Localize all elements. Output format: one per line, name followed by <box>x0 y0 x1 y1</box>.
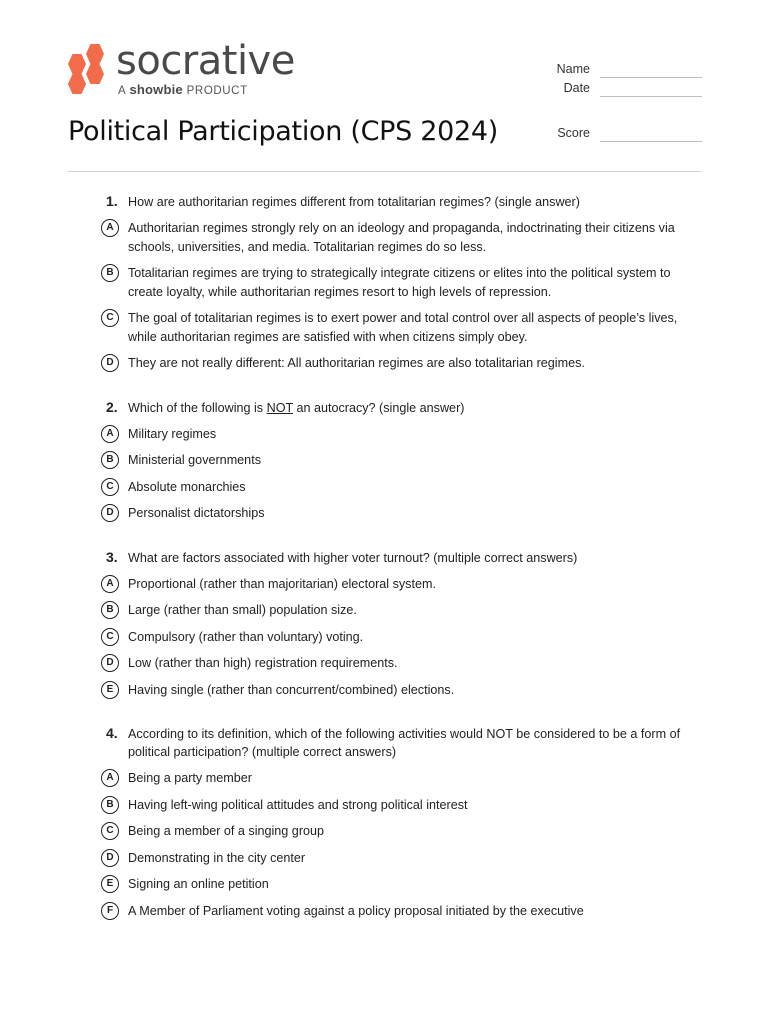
hexagon-logo-icon <box>66 42 110 96</box>
option-letter-badge: F <box>101 902 119 920</box>
option-text: Being a party member <box>128 771 252 785</box>
question-header <box>100 725 700 761</box>
option-letter-badge: A <box>101 219 119 237</box>
answer-option[interactable] <box>100 654 700 673</box>
option-text: Low (rather than high) registration requirements. <box>128 656 398 670</box>
option-text: Absolute monarchies <box>128 479 246 494</box>
socrative-logo <box>66 38 306 102</box>
tagline-product: PRODUCT <box>186 85 248 97</box>
question-text: What are factors associated with higher voter turnout? (multiple correct answers) <box>128 550 578 565</box>
question-header <box>100 193 700 211</box>
option-text: Demonstrating in the city center <box>128 850 306 865</box>
option-letter-badge: E <box>101 875 119 893</box>
question-text <box>128 401 464 415</box>
option-text: Large (rather than small) population size. <box>128 603 357 617</box>
answer-option[interactable] <box>100 769 700 788</box>
date-field[interactable] <box>540 81 702 99</box>
question-text: How are authoritarian regimes different from totalitarian regimes? (single answer) <box>128 195 580 209</box>
option-letter-badge: A <box>101 575 119 593</box>
score-field[interactable] <box>540 126 702 144</box>
answer-option[interactable] <box>100 425 700 444</box>
answer-option[interactable] <box>100 504 700 523</box>
answer-option[interactable] <box>100 849 700 868</box>
option-text: Totalitarian regimes are trying to strategically integrate citizens or elites into the political system to create loyalty, while authoritarian regimes resort to high levels of repression. <box>128 266 671 299</box>
option-text: A Member of Parliament voting against a policy proposal initiated by the executive <box>128 903 584 918</box>
answer-option[interactable] <box>100 902 700 921</box>
option-letter-badge: C <box>101 478 119 496</box>
name-label: Name <box>556 62 590 76</box>
brand-name: socrative <box>116 38 295 84</box>
name-line <box>600 77 702 78</box>
option-text: Being a member of a singing group <box>128 824 325 838</box>
option-text: Having single (rather than concurrent/combined) elections. <box>128 682 455 697</box>
question-text: According to its definition, which of the following activities would NOT be considered to be a form of political participation? (multiple correct answers) <box>128 727 681 759</box>
option-text: They are not really different: All authoritarian regimes are also totalitarian regimes. <box>128 356 585 370</box>
answer-option[interactable] <box>100 822 700 841</box>
question-number: 3. <box>106 548 118 565</box>
option-text: Having left-wing political attitudes and strong political interest <box>128 797 468 812</box>
question-text-part: an autocracy? (single answer) <box>292 400 465 415</box>
question-2 <box>100 399 700 523</box>
option-letter-badge: B <box>101 451 119 469</box>
tagline-showbie: showbie <box>129 82 183 97</box>
answer-option[interactable] <box>100 478 700 497</box>
answer-option[interactable] <box>100 681 700 700</box>
answer-option[interactable] <box>100 575 700 594</box>
question-text-part: Which of the following is <box>128 400 267 415</box>
option-letter-badge: B <box>101 796 119 814</box>
header-divider <box>68 171 701 172</box>
brand-tagline <box>118 82 248 97</box>
answer-option[interactable] <box>100 309 700 346</box>
option-letter-badge: D <box>101 654 119 672</box>
tagline-a: A <box>118 85 126 97</box>
question-number: 2. <box>106 398 118 415</box>
question-number: 1. <box>106 193 118 209</box>
question-number: 4. <box>106 725 118 741</box>
option-text: Personalist dictatorships <box>128 506 265 520</box>
date-line <box>600 96 702 97</box>
question-text-underlined: NOT <box>266 400 293 415</box>
option-text: Authoritarian regimes strongly rely on an ideology and propaganda, indoctrinating their citizens via schools, universities, and media. Totalitarian regimes do so less. <box>128 221 675 254</box>
option-text: Proportional (rather than majoritarian) electoral system. <box>128 576 436 591</box>
question-1 <box>100 193 700 373</box>
option-letter-badge: D <box>101 849 119 867</box>
option-letter-badge: D <box>101 504 119 522</box>
option-letter-badge: D <box>101 354 119 372</box>
option-text: Military regimes <box>128 426 217 441</box>
answer-option[interactable] <box>100 875 700 894</box>
score-label: Score <box>557 126 590 140</box>
question-list <box>100 193 700 946</box>
page-title: Political Participation (CPS 2024) <box>68 116 498 147</box>
option-text: Compulsory (rather than voluntary) voting. <box>128 629 364 644</box>
answer-option[interactable] <box>100 628 700 647</box>
option-text: Ministerial governments <box>128 453 261 467</box>
name-field[interactable] <box>540 62 702 80</box>
option-letter-badge: C <box>101 309 119 327</box>
answer-option[interactable] <box>100 796 700 815</box>
answer-option[interactable] <box>100 264 700 301</box>
option-letter-badge: A <box>101 769 119 787</box>
option-text: Signing an online petition <box>128 877 269 891</box>
question-3 <box>100 549 700 700</box>
question-header <box>100 549 700 567</box>
option-letter-badge: E <box>101 681 119 699</box>
option-letter-badge: B <box>101 601 119 619</box>
date-label: Date <box>563 81 590 95</box>
answer-option[interactable] <box>100 219 700 256</box>
answer-option[interactable] <box>100 354 700 373</box>
answer-option[interactable] <box>100 451 700 470</box>
option-letter-badge: B <box>101 264 119 282</box>
question-4 <box>100 725 700 920</box>
score-line <box>600 141 702 142</box>
option-letter-badge: A <box>101 425 119 443</box>
option-letter-badge: C <box>101 822 119 840</box>
question-header <box>100 399 700 417</box>
option-letter-badge: C <box>101 628 119 646</box>
option-text: The goal of totalitarian regimes is to exert power and total control over all aspects of people’s lives, while authoritarian regimes are satisfied with when citizens simply obey. <box>128 311 678 344</box>
answer-option[interactable] <box>100 601 700 620</box>
